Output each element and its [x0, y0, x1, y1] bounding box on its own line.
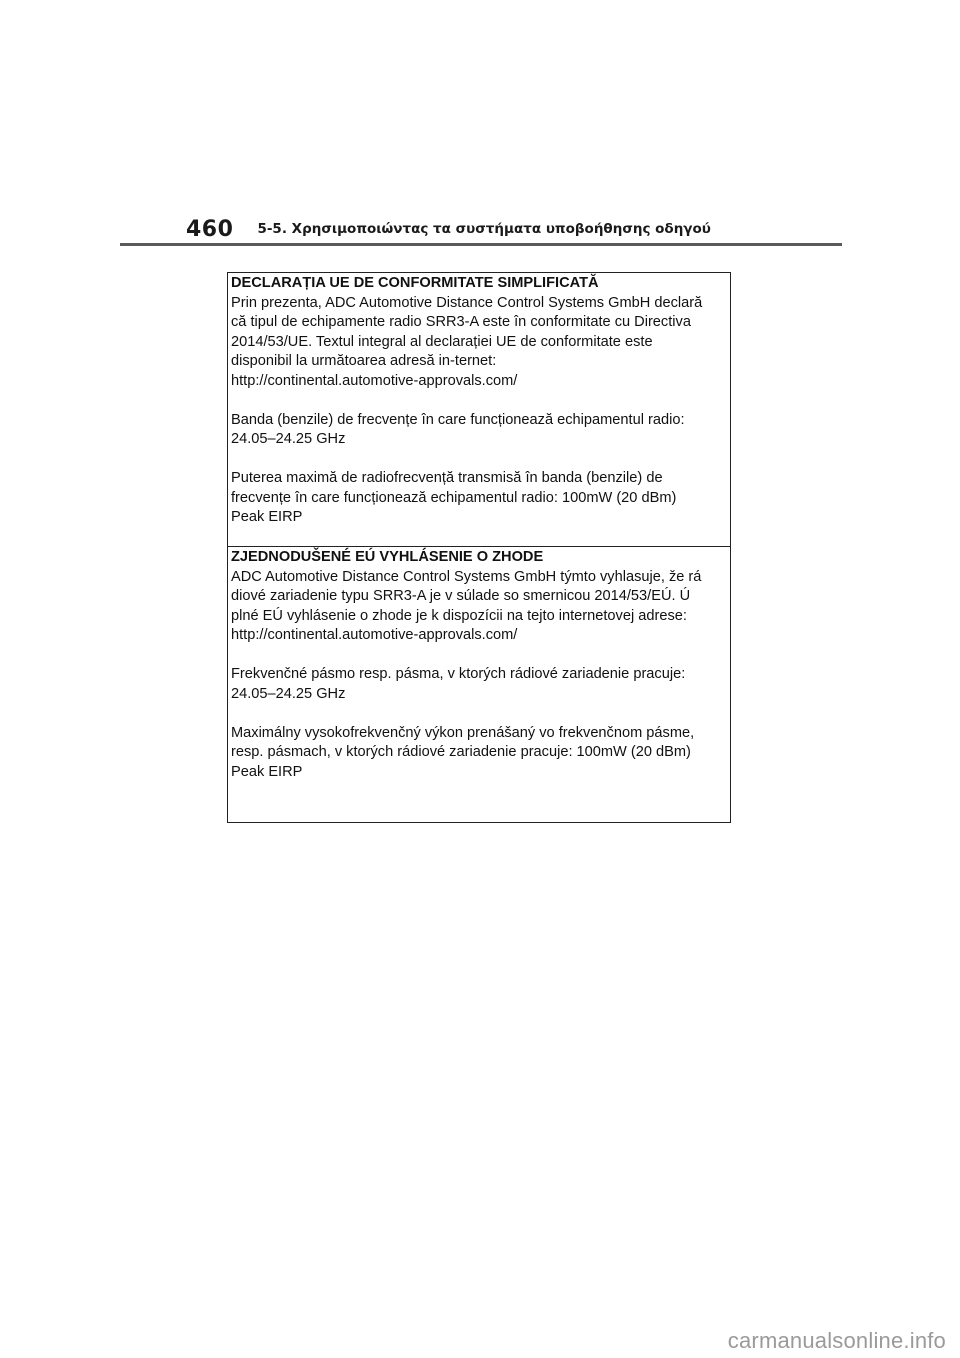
- text-line: Peak EIRP: [231, 509, 303, 525]
- declaration-romanian: [228, 273, 730, 547]
- paragraph: [231, 568, 727, 646]
- text-line: Peak EIRP: [231, 763, 303, 780]
- page-number: 460: [186, 216, 234, 242]
- text-line: 2014/53/UE. Textul integral al declarației UE de conformitate este: [231, 333, 653, 350]
- text-line: că tipul de echipamente radio SRR3-A este în conformitate cu Directiva: [231, 314, 691, 330]
- header-divider: [120, 243, 842, 246]
- paragraph: [231, 665, 727, 704]
- text-line: 24.05–24.25 GHz: [231, 685, 346, 702]
- text-line: diové zariadenie typu SRR3-A je v súlade so smernicou 2014/53/EÚ. Ú: [231, 588, 691, 604]
- site-watermark: carmanualsonline.info: [727, 1328, 946, 1353]
- declaration-box: [227, 272, 731, 823]
- paragraph: [231, 411, 727, 450]
- text-line: plné EÚ vyhlásenie o zhode je k dispozícii na tejto internetovej adrese:: [231, 607, 687, 624]
- paragraph: [231, 469, 727, 528]
- text-line: 24.05–24.25 GHz: [231, 431, 346, 447]
- text-line: Puterea maximă de radiofrecvență transmisă în banda (benzile) de: [231, 470, 663, 486]
- paragraph: [231, 724, 727, 783]
- declaration-heading-slovak: ZJEDNODUŠENÉ EÚ VYHLÁSENIE O ZHODE: [231, 549, 544, 565]
- text-line: ADC Automotive Distance Control Systems GmbH týmto vyhlasuje, že rá: [231, 568, 702, 585]
- text-line: disponibil la următoarea adresă in-ternet:: [231, 353, 497, 369]
- text-line: frecvențe în care funcționează echipamentul radio: 100mW (20 dBm): [231, 489, 677, 506]
- declaration-heading-romanian: DECLARAȚIA UE DE CONFORMITATE SIMPLIFICATĂ: [231, 275, 599, 291]
- declaration-slovak: [228, 547, 730, 821]
- page-header: [186, 214, 711, 244]
- text-line: Banda (benzile) de frecvențe în care funcționează echipamentul radio:: [231, 411, 685, 428]
- paragraph: [231, 294, 727, 392]
- section-title: 5-5. Χρησιμοποιώντας τα συστήματα υποβοήθησης οδηγού: [257, 221, 711, 237]
- text-line: resp. pásmach, v ktorých rádiové zariadenie pracuje: 100mW (20 dBm): [231, 744, 691, 760]
- url-text: http://continental.automotive-approvals.com/: [231, 372, 518, 389]
- text-line: Frekvenčné pásmo resp. pásma, v ktorých rádiové zariadenie pracuje:: [231, 666, 686, 682]
- text-line: Maximálny vysokofrekvenčný výkon prenášaný vo frekvenčnom pásme,: [231, 724, 695, 741]
- url-text: http://continental.automotive-approvals.com/: [231, 627, 518, 643]
- text-line: Prin prezenta, ADC Automotive Distance Control Systems GmbH declară: [231, 294, 703, 311]
